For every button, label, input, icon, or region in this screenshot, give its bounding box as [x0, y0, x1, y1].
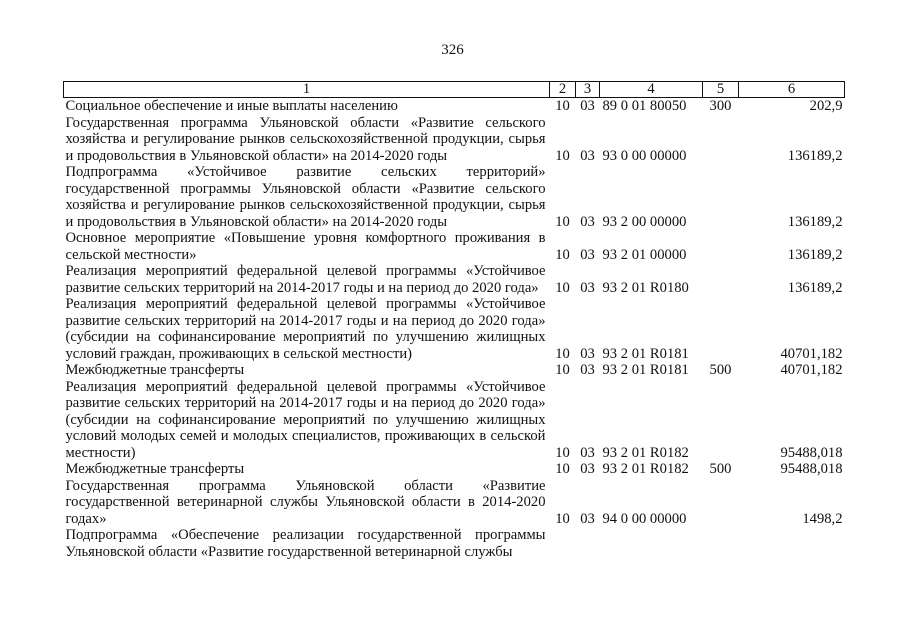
row-name: Реализация мероприятий федеральной целевой программы «Устойчивое развитие сельских территорий на 2014-2017 годы и на период до 2020 года» (субсидии на софинансирование мероприятий по улучшению жилищных условий молодых семей и молодых специалистов, проживающих в сельской местности) [65, 378, 546, 461]
row-code: 93 2 01 R0182 [602, 461, 689, 477]
row-col-2: 10 [555, 98, 570, 114]
row-code: 93 2 01 00000 [602, 246, 687, 263]
row-value [739, 527, 845, 560]
row-col-5 [703, 478, 739, 528]
header-row [64, 82, 845, 98]
row-value: 1498,2 [802, 510, 843, 527]
header-col-3: 3 [576, 82, 600, 98]
row-col-5 [703, 263, 739, 296]
row-code: 93 0 00 00000 [602, 147, 687, 164]
row-col-3: 03 [580, 362, 595, 378]
row-value: 136189,2 [787, 213, 843, 230]
row-col-2: 10 [555, 147, 570, 164]
row-name: Подпрограмма «Устойчивое развитие сельских территорий» государственной программы Ульяновской области «Развитие сельского хозяйства и регулирование рынков сельскохозяйственной продукции, сырья и продовольствия в Ульяновской области» на 2014-2020 годы [65, 164, 546, 230]
row-code: 93 2 00 00000 [602, 213, 687, 230]
table-row [64, 164, 845, 230]
row-value: 136189,2 [787, 147, 843, 164]
row-code: 93 2 01 R0180 [602, 279, 689, 296]
row-code: 93 2 01 R0181 [602, 345, 689, 362]
row-col-5: 300 [709, 98, 732, 114]
row-col-3 [576, 527, 600, 560]
row-col-2: 10 [555, 279, 570, 296]
row-name: Основное мероприятие «Повышение уровня комфортного проживания в сельской местности» [65, 230, 546, 263]
row-col-2: 10 [555, 461, 570, 477]
row-col-3: 03 [580, 444, 595, 461]
row-col-2: 10 [555, 362, 570, 378]
table-row [64, 263, 845, 296]
row-col-5 [703, 379, 739, 462]
row-name: Реализация мероприятий федеральной целевой программы «Устойчивое развитие сельских территорий на 2014-2017 годы и на период до 2020 года» (субсидии на софинансирование мероприятий по улучшению жилищных условий граждан, проживающих в сельской местности) [65, 296, 546, 362]
row-col-3: 03 [580, 147, 595, 164]
row-name: Государственная программа Ульяновской области «Развитие сельского хозяйства и регулирование рынков сельскохозяйственной продукции, сырья и продовольствия в Ульяновской области» на 2014-2020 годы [65, 114, 546, 164]
row-col-5 [703, 164, 739, 230]
row-name: Межбюджетные трансферты [65, 362, 245, 378]
row-value: 136189,2 [787, 246, 843, 263]
header-col-1: 1 [64, 82, 550, 98]
header-col-6: 6 [739, 82, 845, 98]
row-col-5 [703, 230, 739, 263]
row-name: Межбюджетные трансферты [65, 461, 245, 477]
row-col-5: 500 [709, 362, 732, 378]
table-row [64, 98, 845, 115]
page-number: 326 [441, 42, 464, 58]
table-row [64, 478, 845, 528]
row-col-2 [550, 527, 576, 560]
table-row [64, 362, 845, 379]
table-row [64, 461, 845, 478]
row-name: Социальное обеспечение и иные выплаты населению [65, 98, 398, 114]
row-col-5: 500 [709, 461, 732, 477]
table-row [64, 296, 845, 362]
table-row [64, 527, 845, 560]
header-col-4: 4 [600, 82, 703, 98]
row-code [600, 527, 703, 560]
row-col-3: 03 [580, 98, 595, 114]
row-col-5 [703, 115, 739, 165]
row-name: Государственная программа Ульяновской области «Развитие государственной ветеринарной службы Ульяновской области в 2014-2020 годах» [65, 477, 546, 527]
row-code: 89 0 01 80050 [602, 98, 687, 114]
row-value: 40701,182 [780, 345, 843, 362]
row-name: Реализация мероприятий федеральной целевой программы «Устойчивое развитие сельских территорий на 2014-2017 годы и на период до 2020 года» [65, 263, 546, 296]
header-col-2: 2 [550, 82, 576, 98]
row-col-2: 10 [555, 444, 570, 461]
row-col-2: 10 [555, 345, 570, 362]
row-code: 94 0 00 00000 [602, 510, 687, 527]
row-col-2: 10 [555, 246, 570, 263]
row-col-3: 03 [580, 246, 595, 263]
table-row [64, 115, 845, 165]
row-value: 136189,2 [787, 279, 843, 296]
row-name: Подпрограмма «Обеспечение реализации государственной программы Ульяновской области «Развитие государственной ветеринарной службы [65, 527, 546, 560]
row-value: 95488,018 [780, 461, 843, 477]
budget-table [63, 81, 845, 560]
row-col-3: 03 [580, 279, 595, 296]
header-col-5: 5 [703, 82, 739, 98]
row-col-3: 03 [580, 461, 595, 477]
row-code: 93 2 01 R0182 [602, 444, 689, 461]
row-col-3: 03 [580, 213, 595, 230]
row-col-5 [703, 296, 739, 362]
row-value: 40701,182 [780, 362, 843, 378]
row-col-3: 03 [580, 510, 595, 527]
table-row [64, 379, 845, 462]
table-row [64, 230, 845, 263]
row-value: 95488,018 [780, 444, 843, 461]
row-col-2: 10 [555, 510, 570, 527]
row-col-3: 03 [580, 345, 595, 362]
row-code: 93 2 01 R0181 [602, 362, 689, 378]
row-col-2: 10 [555, 213, 570, 230]
row-col-5 [703, 527, 739, 560]
row-value: 202,9 [809, 98, 843, 114]
